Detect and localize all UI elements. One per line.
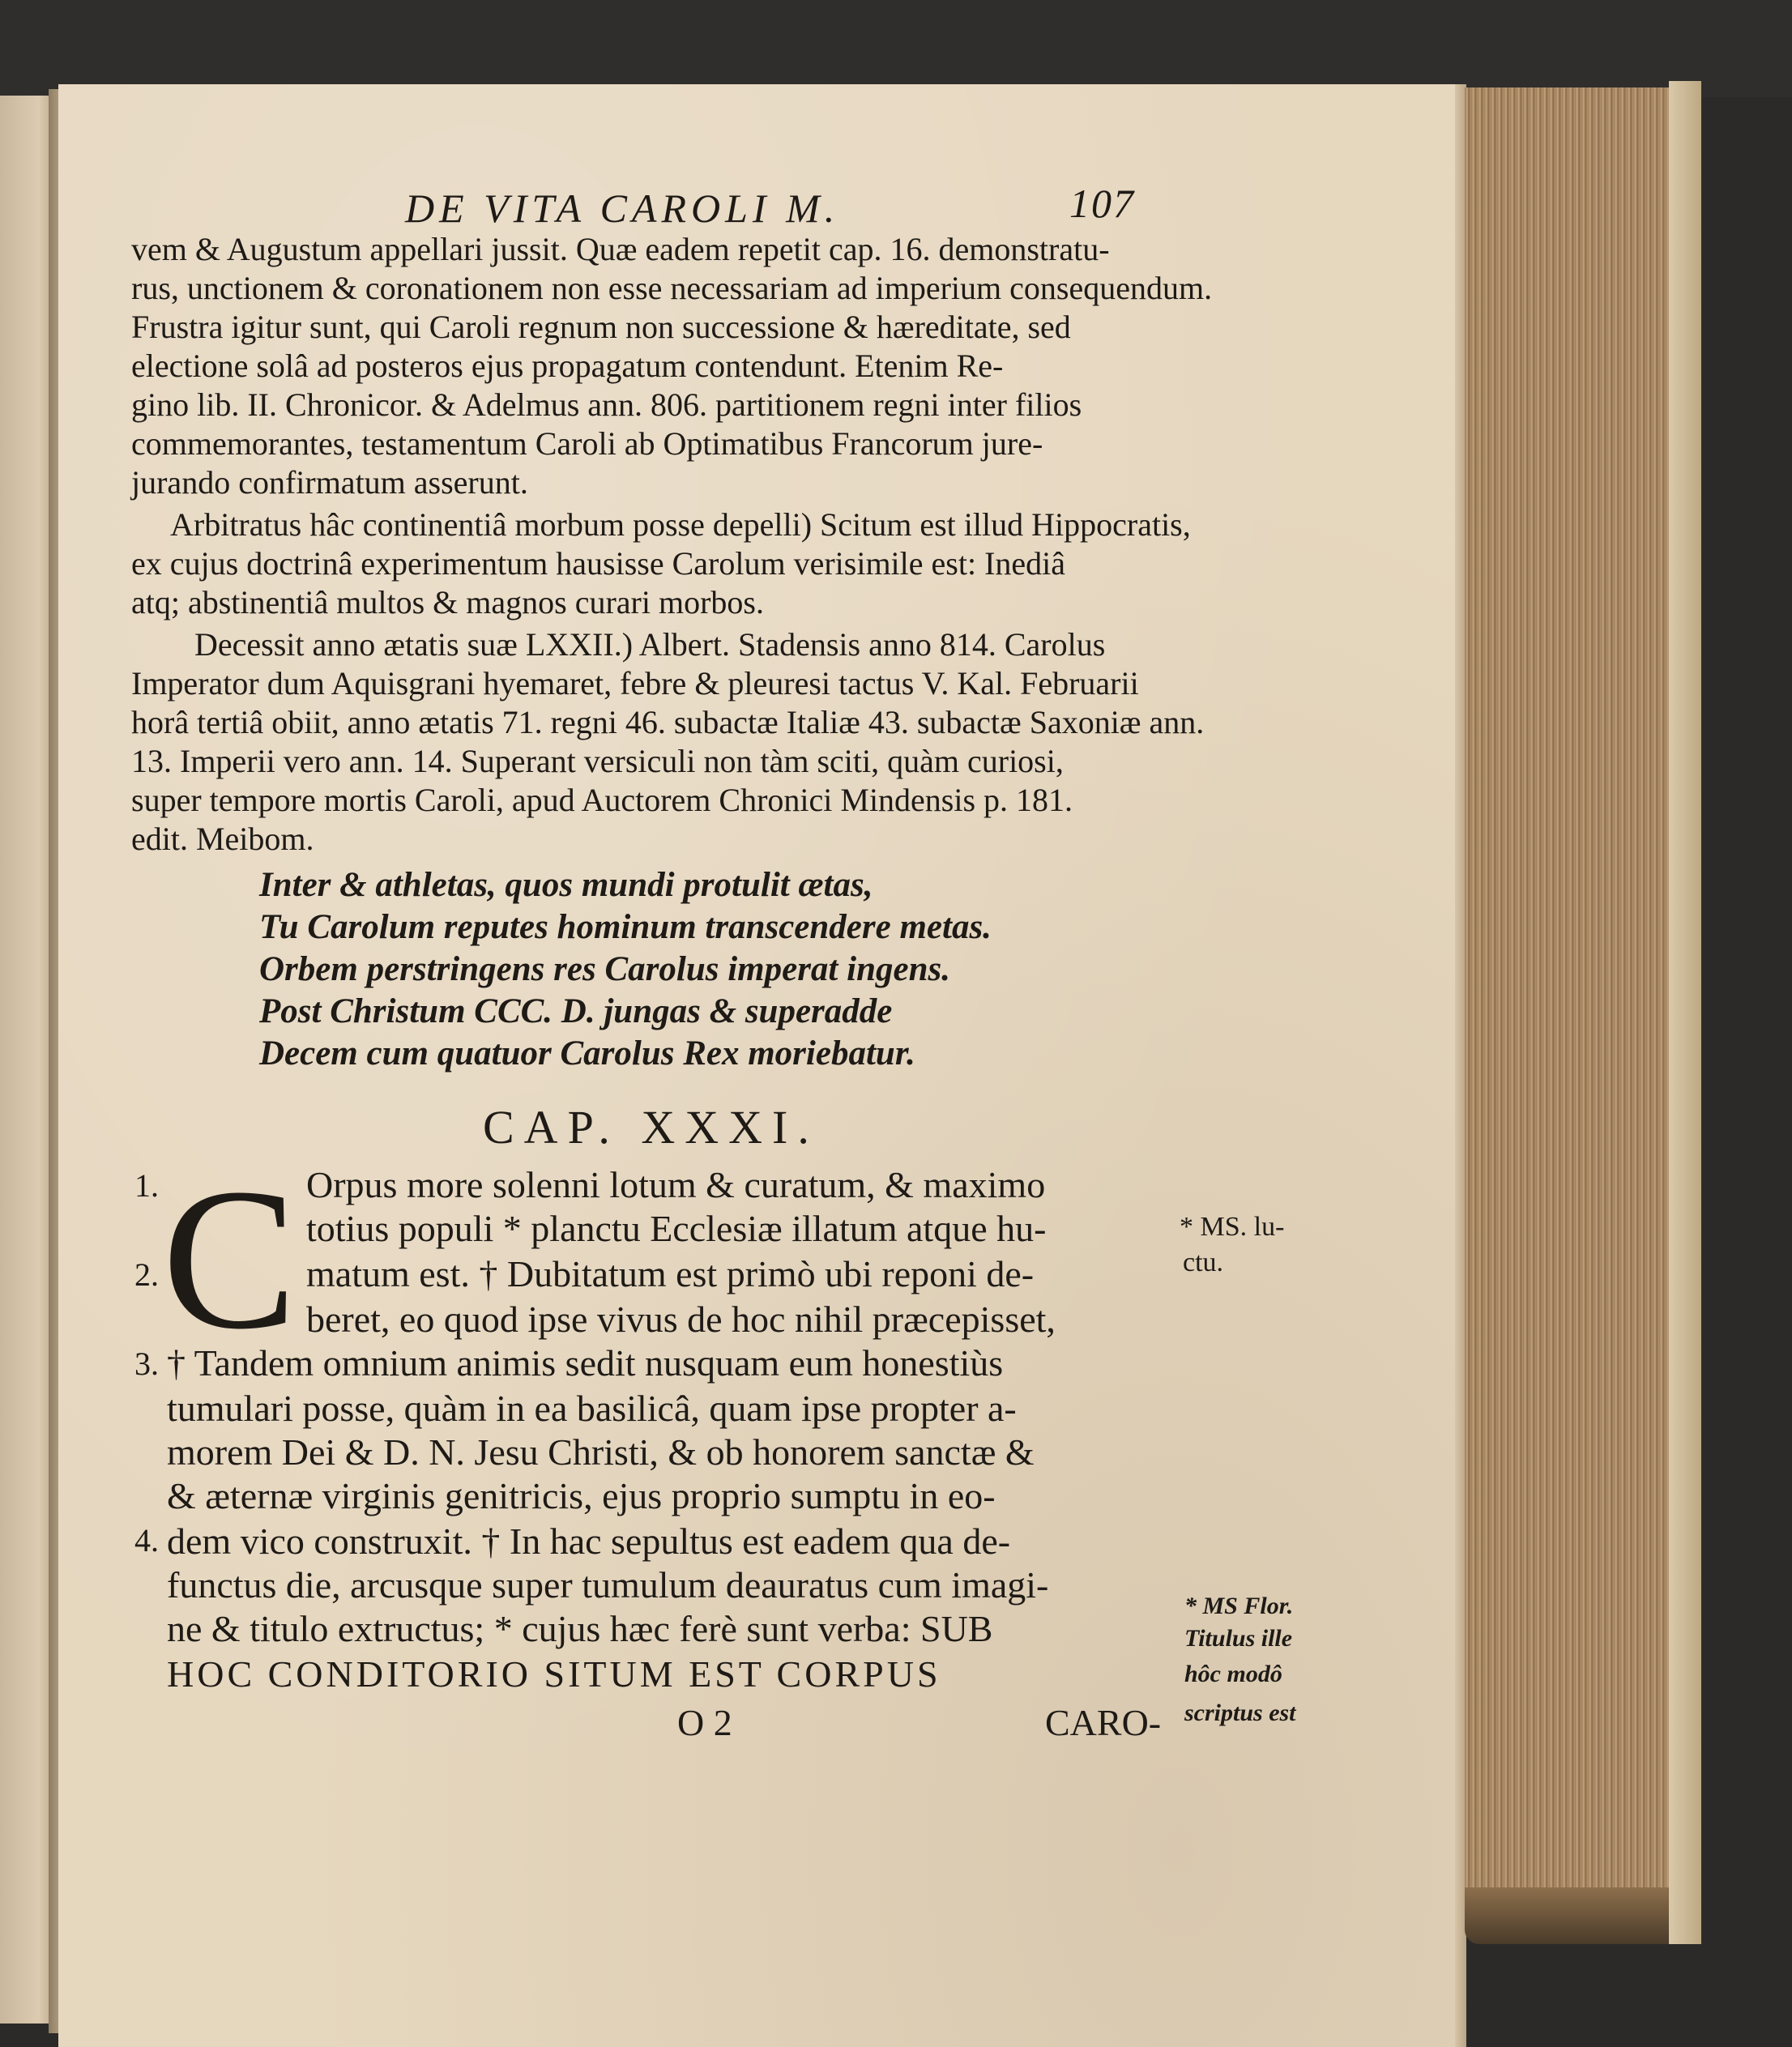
background-shadow: [0, 0, 1792, 97]
poem-line: Inter & athletas, quos mundi protulit ætas,: [259, 866, 873, 904]
text-line: edit. Meibom.: [131, 821, 314, 857]
text-line: electione solâ ad posteros ejus propagatum contendunt. Etenim Re-: [131, 348, 1004, 384]
book-cover-edge: [1669, 81, 1701, 1944]
poem-line: Orbem perstringens res Carolus imperat ingens.: [259, 950, 950, 988]
verse-number: 2.: [134, 1256, 159, 1293]
chapter-line: matum est. † Dubitatum est primò ubi reponi de-: [306, 1253, 1035, 1294]
text-line: atq; abstinentiâ multos & magnos curari morbos.: [131, 584, 764, 620]
chapter-line: ne & titulo extructus; * cujus hæc ferè sunt verba: SUB: [167, 1608, 993, 1649]
book-fore-edge: [1465, 87, 1683, 1902]
chapter-line: totius populi * planctu Ecclesiæ illatum atque hu-: [306, 1208, 1047, 1249]
margin-note-line: scriptus est: [1184, 1699, 1296, 1726]
chapter-line: tumulari posse, quàm in ea basilicâ, quam ipse propter a-: [167, 1388, 1017, 1429]
text-line: Decessit anno ætatis suæ LXXII.) Albert. Stadensis anno 814. Carolus: [194, 626, 1106, 663]
margin-note-line: ctu.: [1183, 1247, 1224, 1277]
margin-note-line: hôc modô: [1184, 1661, 1282, 1687]
text-line: ex cujus doctrinâ experimentum hausisse Carolum verisimile est: Inediâ: [131, 545, 1066, 582]
signature-mark: O 2: [677, 1702, 732, 1743]
text-line: 13. Imperii vero ann. 14. Superant versiculi non tàm sciti, quàm curiosi,: [131, 743, 1064, 779]
chapter-line: beret, eo quod ipse vivus de hoc nihil præcepisset,: [306, 1299, 1056, 1340]
poem-line: Decem cum quatuor Carolus Rex moriebatur.: [259, 1034, 915, 1073]
verse-number: 3.: [134, 1345, 159, 1382]
catchword: CARO-: [1045, 1702, 1162, 1743]
book-binding-base: [1465, 1887, 1700, 1944]
chapter-line: functus die, arcusque super tumulum deauratus cum imagi-: [167, 1564, 1049, 1606]
chapter-line: Orpus more solenni lotum & curatum, & maximo: [306, 1164, 1046, 1205]
text-line: jurando confirmatum asserunt.: [131, 464, 528, 501]
chapter-line: † Tandem omnium animis sedit nusquam eum honestiùs: [167, 1342, 1004, 1384]
text-line: Frustra igitur sunt, qui Caroli regnum non successione & hæreditate, sed: [131, 309, 1071, 345]
margin-note-line: * MS. lu-: [1180, 1212, 1285, 1242]
left-page-edge: [0, 96, 55, 2024]
margin-note-line: * MS Flor.: [1184, 1593, 1294, 1619]
text-line: commemorantes, testamentum Caroli ab Optimatibus Francorum jure-: [131, 425, 1043, 462]
chapter-line: dem vico construxit. † In hac sepultus est eadem qua de-: [167, 1520, 1011, 1562]
verse-number: 4.: [134, 1522, 159, 1559]
chapter-line: & æternæ virginis genitricis, ejus proprio sumptu in eo-: [167, 1475, 996, 1516]
text-line: horâ tertiâ obiit, anno ætatis 71. regni 46. subactæ Italiæ 43. subactæ Saxoniæ ann.: [131, 704, 1205, 740]
text-line: rus, unctionem & coronationem non esse necessariam ad imperium consequendum.: [131, 270, 1213, 306]
chapter-heading: CAP. XXXI.: [483, 1101, 819, 1154]
chapter-line: HOC CONDITORIO SITUM EST CORPUS: [167, 1653, 941, 1695]
text-line: vem & Augustum appellari jussit. Quæ eadem repetit cap. 16. demonstratu-: [131, 231, 1110, 267]
running-head: DE VITA CAROLI M.: [405, 186, 840, 231]
text-line: gino lib. II. Chronicor. & Adelmus ann. 806. partitionem regni inter filios: [131, 386, 1082, 423]
text-line: Arbitratus hâc continentiâ morbum posse depelli) Scitum est illud Hippocratis,: [170, 506, 1191, 543]
drop-cap: C: [162, 1147, 297, 1371]
poem-line: Post Christum CCC. D. jungas & superadde: [259, 992, 893, 1030]
text-line: super tempore mortis Caroli, apud Auctorem Chronici Mindensis p. 181.: [131, 782, 1073, 818]
verse-number: 1.: [134, 1167, 159, 1204]
chapter-line: morem Dei & D. N. Jesu Christi, & ob honorem sanctæ &: [167, 1431, 1035, 1473]
page-number: 107: [1069, 181, 1135, 226]
margin-note-line: Titulus ille: [1184, 1625, 1293, 1652]
text-line: Imperator dum Aquisgrani hyemaret, febre & pleuresi tactus V. Kal. Februarii: [131, 665, 1139, 702]
poem-line: Tu Carolum reputes hominum transcendere metas.: [259, 908, 992, 946]
